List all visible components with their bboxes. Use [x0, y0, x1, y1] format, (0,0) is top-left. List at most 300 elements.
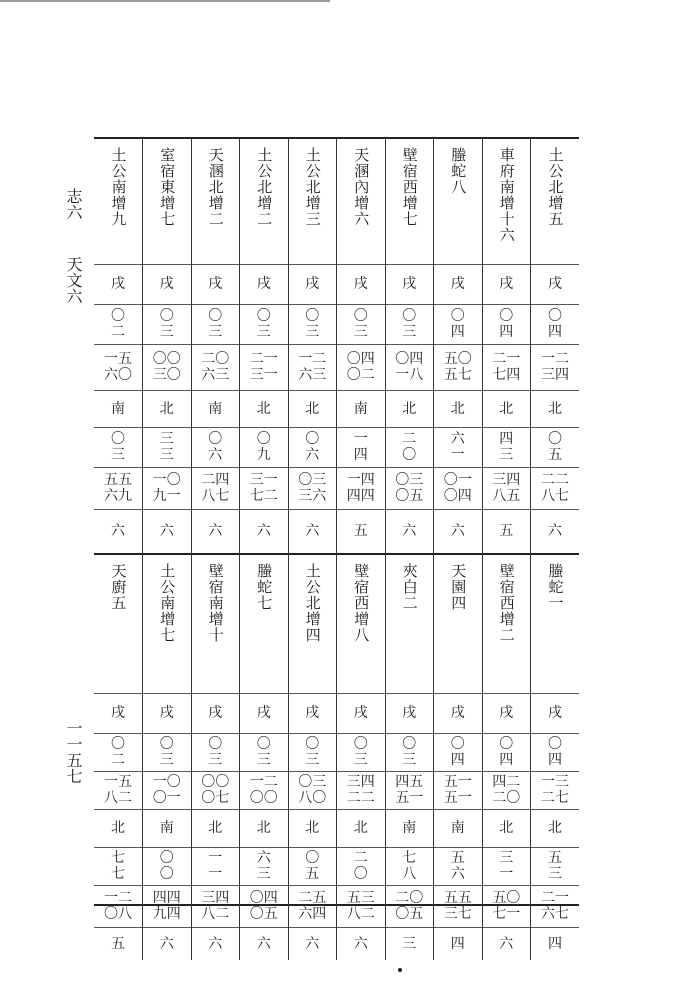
- value-cell: [240, 693, 289, 733]
- value-cell: [531, 509, 580, 554]
- star-name-cell: [434, 554, 483, 693]
- value-text: 四: [548, 935, 562, 952]
- value-cell: [385, 771, 434, 809]
- star-name: 天廚五: [109, 563, 128, 611]
- star-name: 車府南增十六: [497, 147, 516, 243]
- value-text: 戌: [499, 276, 514, 292]
- value-cell: [288, 467, 337, 509]
- star-name-cell: [385, 139, 434, 264]
- value-text: 六: [499, 935, 514, 952]
- value-text: 一二 三四: [541, 351, 569, 383]
- star-name-cell: [434, 139, 483, 264]
- value-cell: [385, 733, 434, 771]
- value-cell: [94, 264, 143, 304]
- value-cell: [143, 467, 192, 509]
- star-name-cell: [191, 139, 240, 264]
- value-text: 一五 八二: [104, 774, 132, 806]
- value-text: 南: [111, 400, 125, 417]
- value-text: 一五 六〇: [104, 351, 132, 383]
- value-text: 二〇 六三: [201, 351, 230, 383]
- value-text: 戌: [499, 705, 514, 721]
- value-text: 六: [159, 935, 174, 952]
- value-text: 六: [305, 523, 320, 540]
- star-table-grid: [94, 139, 579, 960]
- value-text: 南: [450, 820, 465, 836]
- value-text: 北: [499, 400, 514, 417]
- value-cell: [531, 733, 580, 771]
- value-row: [94, 264, 579, 304]
- value-cell: [482, 809, 531, 847]
- value-cell: [434, 304, 483, 344]
- value-cell: [143, 847, 192, 885]
- value-text: 〇〇 〇七: [201, 774, 230, 806]
- value-text: 〇 三: [208, 736, 223, 768]
- value-text: 二四 八七: [201, 472, 230, 504]
- star-name: 室宿東增七: [158, 147, 177, 227]
- value-text: 二 〇: [402, 431, 417, 463]
- star-name-cell: [288, 139, 337, 264]
- value-cell: [337, 509, 386, 554]
- value-row: [94, 390, 579, 427]
- value-cell: [385, 693, 434, 733]
- value-text: 〇 五: [305, 850, 320, 882]
- value-cell: [482, 733, 531, 771]
- value-cell: [434, 467, 483, 509]
- value-text: 北: [159, 400, 174, 417]
- value-text: 二一 六七: [541, 890, 569, 922]
- value-text: 一二 〇〇: [249, 774, 278, 806]
- value-text: 戌: [208, 276, 223, 292]
- value-text: 〇 三: [305, 736, 320, 768]
- value-text: 六: [548, 523, 562, 540]
- value-text: 〇 三: [256, 736, 271, 768]
- value-cell: [240, 733, 289, 771]
- value-cell: [240, 304, 289, 344]
- value-text: 五: [499, 523, 514, 540]
- value-cell: [385, 304, 434, 344]
- value-cell: [240, 344, 289, 390]
- value-text: 南: [208, 400, 223, 417]
- value-cell: [94, 344, 143, 390]
- value-cell: [94, 927, 143, 960]
- value-text: 〇 九: [256, 431, 271, 463]
- value-text: 二二 八七: [541, 472, 569, 504]
- value-text: 戌: [256, 276, 271, 292]
- star-name-cell: [337, 554, 386, 693]
- value-cell: [385, 847, 434, 885]
- star-name: 土公北增五: [546, 147, 565, 227]
- value-text: 五三 八二: [346, 890, 375, 922]
- value-text: 南: [353, 400, 368, 417]
- value-cell: [191, 509, 240, 554]
- value-text: 〇 三: [159, 308, 174, 340]
- value-text: 戌: [402, 705, 417, 721]
- value-cell: [288, 264, 337, 304]
- value-cell: [94, 509, 143, 554]
- value-text: 北: [256, 400, 271, 417]
- value-cell: [385, 390, 434, 427]
- value-cell: [434, 733, 483, 771]
- value-text: 戌: [353, 276, 368, 292]
- value-text: 〇一 〇四: [443, 472, 472, 504]
- value-row: [94, 927, 579, 960]
- value-cell: [143, 344, 192, 390]
- value-cell: [94, 427, 143, 467]
- value-cell: [531, 264, 580, 304]
- value-cell: [531, 885, 580, 927]
- value-cell: [288, 509, 337, 554]
- value-cell: [531, 847, 580, 885]
- value-cell: [143, 390, 192, 427]
- value-cell: [191, 885, 240, 927]
- value-cell: [337, 304, 386, 344]
- page-number: 一一五七: [64, 720, 83, 784]
- ink-dot: [398, 968, 402, 972]
- value-text: 一 一: [208, 850, 223, 882]
- value-cell: [288, 344, 337, 390]
- value-text: 北: [305, 400, 320, 417]
- value-row: [94, 771, 579, 809]
- value-text: 戌: [208, 705, 223, 721]
- value-text: 〇 三: [208, 308, 223, 340]
- star-table: [94, 137, 579, 952]
- value-text: 二一 三一: [249, 351, 278, 383]
- value-text: 〇 六: [305, 431, 320, 463]
- value-text: 六: [256, 523, 271, 540]
- value-cell: [385, 509, 434, 554]
- value-text: 三四 二二: [346, 774, 375, 806]
- value-cell: [240, 390, 289, 427]
- value-cell: [434, 927, 483, 960]
- value-cell: [288, 927, 337, 960]
- value-cell: [434, 847, 483, 885]
- value-text: 〇 四: [548, 736, 562, 768]
- value-cell: [288, 693, 337, 733]
- value-cell: [434, 809, 483, 847]
- star-name-cell: [482, 139, 531, 264]
- value-cell: [531, 771, 580, 809]
- value-text: 一〇 九一: [152, 472, 181, 504]
- value-cell: [337, 467, 386, 509]
- value-cell: [434, 885, 483, 927]
- value-cell: [482, 344, 531, 390]
- value-cell: [240, 264, 289, 304]
- value-cell: [288, 390, 337, 427]
- value-text: 〇 三: [159, 736, 174, 768]
- star-name: 壁宿西增七: [400, 147, 419, 227]
- value-text: 北: [111, 820, 125, 836]
- value-text: 戌: [111, 705, 125, 721]
- value-text: 三四 八二: [201, 890, 230, 922]
- value-text: 六: [450, 523, 465, 540]
- value-text: 五 六: [450, 850, 465, 882]
- value-text: 六 三: [256, 850, 271, 882]
- value-cell: [482, 509, 531, 554]
- value-text: 〇 四: [450, 736, 465, 768]
- star-name: 土公北增三: [303, 147, 322, 227]
- star-name-cell: [94, 554, 143, 693]
- value-cell: [191, 264, 240, 304]
- value-row: [94, 809, 579, 847]
- value-text: 二五 六四: [298, 890, 327, 922]
- star-name: 螣蛇七: [255, 563, 274, 611]
- star-name: 天溷北增二: [206, 147, 225, 227]
- star-name-cell: [191, 554, 240, 693]
- value-text: 四 三: [499, 431, 514, 463]
- value-text: 六: [111, 523, 125, 540]
- value-text: 六: [208, 935, 223, 952]
- value-cell: [288, 733, 337, 771]
- value-text: 一二 〇八: [104, 890, 132, 922]
- value-cell: [531, 304, 580, 344]
- value-text: 戌: [450, 276, 465, 292]
- star-name-row: [94, 139, 579, 264]
- value-cell: [482, 264, 531, 304]
- value-cell: [434, 390, 483, 427]
- value-cell: [240, 927, 289, 960]
- value-cell: [385, 427, 434, 467]
- value-text: 四: [450, 935, 465, 952]
- value-text: 戌: [402, 276, 417, 292]
- value-text: 〇四 〇二: [346, 351, 375, 383]
- value-cell: [531, 427, 580, 467]
- value-text: 三四 八五: [492, 472, 521, 504]
- value-cell: [143, 733, 192, 771]
- value-cell: [240, 885, 289, 927]
- value-text: 戌: [111, 276, 125, 292]
- value-cell: [191, 847, 240, 885]
- value-text: 〇三 八〇: [298, 774, 327, 806]
- star-name: 夾白二: [400, 563, 419, 611]
- value-text: 三 三: [159, 431, 174, 463]
- value-cell: [240, 467, 289, 509]
- value-text: 四五 五一: [395, 774, 424, 806]
- star-name-cell: [240, 139, 289, 264]
- value-cell: [482, 390, 531, 427]
- value-cell: [143, 771, 192, 809]
- value-text: 〇 三: [402, 736, 417, 768]
- value-text: 五一 五一: [443, 774, 472, 806]
- value-row: [94, 847, 579, 885]
- value-cell: [191, 344, 240, 390]
- value-text: 二一 七四: [492, 351, 521, 383]
- value-text: 北: [305, 820, 320, 836]
- value-text: 〇 四: [548, 308, 562, 340]
- value-cell: [337, 733, 386, 771]
- value-cell: [94, 467, 143, 509]
- star-name: 螣蛇一: [546, 563, 565, 611]
- value-text: 戌: [548, 705, 562, 721]
- star-name-row: [94, 554, 579, 693]
- value-cell: [240, 427, 289, 467]
- value-cell: [288, 427, 337, 467]
- value-cell: [337, 771, 386, 809]
- value-text: 戌: [159, 276, 174, 292]
- value-text: 一三 二七: [541, 774, 569, 806]
- star-name: 壁宿西增八: [352, 563, 371, 643]
- star-name-cell: [337, 139, 386, 264]
- value-text: 〇〇 三〇: [152, 351, 181, 383]
- value-cell: [288, 885, 337, 927]
- value-text: 北: [548, 820, 562, 836]
- value-text: 六 一: [450, 431, 465, 463]
- star-name: 土公北增四: [303, 563, 322, 643]
- star-name-cell: [143, 554, 192, 693]
- value-text: 六: [353, 935, 368, 952]
- star-name: 土公南增七: [158, 563, 177, 643]
- value-cell: [385, 344, 434, 390]
- value-row: [94, 885, 579, 927]
- value-cell: [337, 390, 386, 427]
- value-text: 〇 三: [353, 736, 368, 768]
- value-text: 〇 二: [111, 736, 125, 768]
- value-cell: [191, 809, 240, 847]
- value-cell: [240, 771, 289, 809]
- value-cell: [191, 771, 240, 809]
- star-name-cell: [385, 554, 434, 693]
- star-name: 土公南增九: [109, 147, 128, 227]
- value-text: 六: [208, 523, 223, 540]
- value-cell: [531, 809, 580, 847]
- value-text: 〇 五: [548, 431, 562, 463]
- value-text: 北: [256, 820, 271, 836]
- value-text: 〇 〇: [159, 850, 174, 882]
- value-cell: [337, 927, 386, 960]
- value-text: 四四 九四: [152, 890, 181, 922]
- value-cell: [337, 427, 386, 467]
- value-cell: [94, 304, 143, 344]
- value-text: 一〇 〇一: [152, 774, 181, 806]
- value-text: 戌: [548, 276, 562, 292]
- value-text: 北: [450, 400, 465, 417]
- value-text: 〇 三: [305, 308, 320, 340]
- value-text: 北: [402, 400, 417, 417]
- value-text: 〇 三: [256, 308, 271, 340]
- value-cell: [482, 927, 531, 960]
- value-cell: [191, 467, 240, 509]
- value-cell: [337, 264, 386, 304]
- value-cell: [434, 344, 483, 390]
- star-name-cell: [288, 554, 337, 693]
- value-text: 五〇 五七: [443, 351, 472, 383]
- value-cell: [288, 304, 337, 344]
- value-text: 〇四 〇五: [249, 890, 278, 922]
- value-row: [94, 509, 579, 554]
- value-text: 二〇 〇五: [395, 890, 424, 922]
- value-row: [94, 427, 579, 467]
- value-cell: [191, 390, 240, 427]
- value-text: 戌: [353, 705, 368, 721]
- value-text: 三: [402, 935, 417, 952]
- value-text: 三 一: [499, 850, 514, 882]
- value-cell: [94, 771, 143, 809]
- star-name-cell: [240, 554, 289, 693]
- star-name: 天園四: [449, 563, 468, 611]
- star-name-cell: [531, 554, 580, 693]
- value-cell: [531, 344, 580, 390]
- value-text: 一 四: [353, 431, 368, 463]
- value-cell: [482, 304, 531, 344]
- value-cell: [143, 885, 192, 927]
- value-text: 六: [305, 935, 320, 952]
- value-text: 〇 六: [208, 431, 223, 463]
- value-text: 〇三 三六: [298, 472, 327, 504]
- value-cell: [94, 390, 143, 427]
- value-cell: [240, 809, 289, 847]
- value-text: 〇三 〇五: [395, 472, 424, 504]
- star-name-cell: [143, 139, 192, 264]
- value-text: 〇 三: [111, 431, 125, 463]
- value-text: 七 七: [111, 850, 125, 882]
- value-cell: [143, 304, 192, 344]
- value-cell: [434, 693, 483, 733]
- value-cell: [385, 264, 434, 304]
- value-cell: [434, 509, 483, 554]
- value-cell: [337, 847, 386, 885]
- value-cell: [240, 509, 289, 554]
- value-cell: [385, 885, 434, 927]
- value-row: [94, 467, 579, 509]
- star-name: 天溷內增六: [352, 147, 371, 227]
- value-cell: [94, 847, 143, 885]
- value-text: 戌: [256, 705, 271, 721]
- value-cell: [385, 467, 434, 509]
- value-cell: [143, 809, 192, 847]
- value-text: 六: [402, 523, 417, 540]
- value-text: 戌: [159, 705, 174, 721]
- value-cell: [191, 427, 240, 467]
- value-cell: [385, 809, 434, 847]
- value-cell: [482, 885, 531, 927]
- value-cell: [482, 467, 531, 509]
- value-text: 一二 六三: [298, 351, 327, 383]
- value-text: 〇 四: [450, 308, 465, 340]
- value-text: 南: [159, 820, 174, 836]
- value-cell: [434, 427, 483, 467]
- value-text: 五〇 七一: [492, 890, 521, 922]
- value-text: 二 〇: [353, 850, 368, 882]
- top-rule: [0, 0, 330, 2]
- value-text: 〇 四: [499, 736, 514, 768]
- value-cell: [531, 390, 580, 427]
- value-cell: [434, 264, 483, 304]
- value-cell: [94, 693, 143, 733]
- value-text: 〇 二: [111, 308, 125, 340]
- value-text: 五: [353, 523, 368, 540]
- value-cell: [337, 344, 386, 390]
- value-cell: [385, 927, 434, 960]
- star-name: 壁宿南增十: [206, 563, 225, 643]
- value-cell: [240, 847, 289, 885]
- value-cell: [531, 927, 580, 960]
- value-cell: [143, 927, 192, 960]
- value-cell: [482, 771, 531, 809]
- value-row: [94, 733, 579, 771]
- value-text: 五 三: [548, 850, 562, 882]
- star-name-cell: [94, 139, 143, 264]
- value-text: 北: [353, 820, 368, 836]
- value-cell: [337, 809, 386, 847]
- value-text: 〇四 一八: [395, 351, 424, 383]
- value-text: 四二 二〇: [492, 774, 521, 806]
- value-text: 七 八: [402, 850, 417, 882]
- value-cell: [337, 693, 386, 733]
- star-name-cell: [531, 139, 580, 264]
- value-cell: [288, 847, 337, 885]
- star-name: 土公北增二: [255, 147, 274, 227]
- value-cell: [143, 427, 192, 467]
- value-cell: [143, 509, 192, 554]
